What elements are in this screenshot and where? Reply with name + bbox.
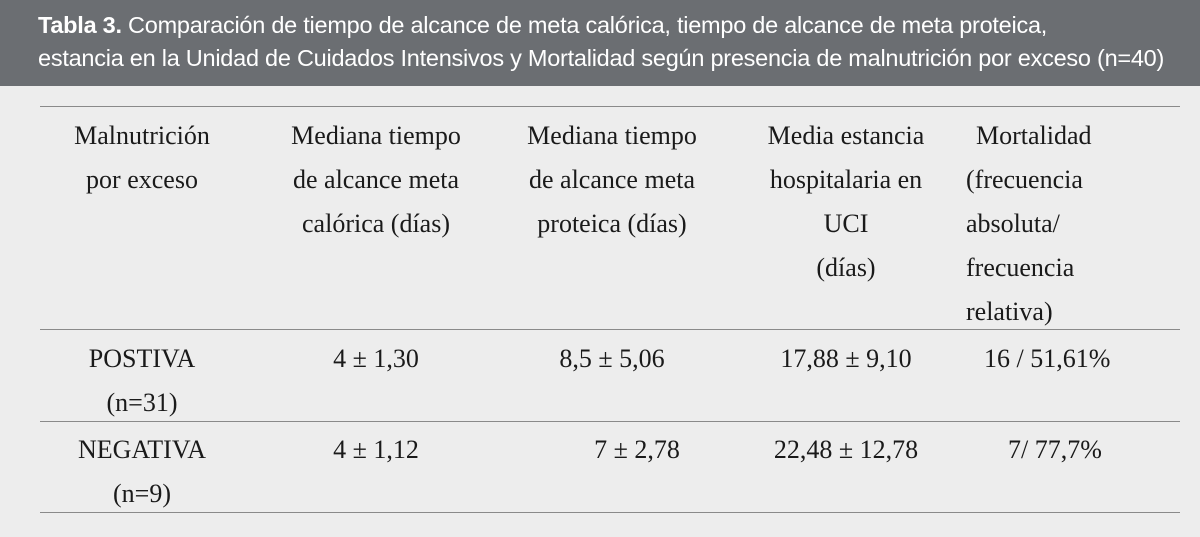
- header-icu-stay: [740, 114, 952, 290]
- header-malnutrition-line-2: por exceso: [86, 165, 198, 194]
- row-positive-protein: 8,5 ± 5,06: [559, 344, 665, 373]
- header-protein-line-1: Mediana tiempo: [527, 121, 697, 150]
- header-stay-line-2: hospitalaria en: [769, 165, 923, 194]
- header-malnutrition-line-1: Malnutrición: [74, 121, 210, 150]
- table-bottom-rule: [40, 512, 1180, 513]
- header-protein-line-2: de alcance meta: [529, 165, 695, 194]
- caption-text-1: Comparación de tiempo de alcance de meta calórica, tiempo de alcance de meta proteica,: [121, 12, 1048, 38]
- header-mortality-line-3: absoluta/: [966, 209, 1060, 238]
- row-positive-caloric: 4 ± 1,30: [333, 344, 419, 373]
- table-top-rule: [40, 106, 1180, 107]
- header-stay-line-4: (días): [816, 253, 876, 282]
- row-positive-n: (n=31): [106, 388, 178, 417]
- header-caloric-line-1: Mediana tiempo: [291, 121, 461, 150]
- caption-label: Tabla 3.: [38, 12, 122, 38]
- header-stay-line-3: UCI: [823, 209, 869, 238]
- row-negative-caloric: 4 ± 1,12: [333, 435, 419, 464]
- header-caloric-line-3: calórica (días): [302, 209, 450, 238]
- row-negative-protein: 7 ± 2,78: [594, 435, 680, 464]
- row-divider: [40, 421, 1180, 422]
- row-positive-label: POSTIVA: [88, 344, 196, 373]
- row-negative-label: NEGATIVA: [77, 435, 207, 464]
- row-positive-group: [44, 337, 240, 425]
- caption-line-1: [38, 9, 1200, 42]
- header-mortality-line-4: frecuencia: [966, 253, 1075, 282]
- header-caloric-time: [262, 114, 490, 246]
- header-malnutrition: [44, 114, 240, 202]
- header-stay-line-1: Media estancia: [767, 121, 925, 150]
- row-negative-stay: 22,48 ± 12,78: [773, 435, 919, 464]
- header-protein-time: [500, 114, 724, 246]
- header-mortality-line-1: Mortalidad: [976, 121, 1092, 150]
- header-mortality: [966, 114, 1166, 334]
- row-positive-stay: 17,88 ± 9,10: [780, 344, 912, 373]
- header-protein-line-3: proteica (días): [537, 209, 687, 238]
- caption-text-2: estancia en la Unidad de Cuidados Intensivos y Mortalidad según presencia de malnutrición por exceso (n=40): [38, 45, 1165, 71]
- header-mortality-line-2: (frecuencia: [966, 165, 1083, 194]
- row-negative-group: [44, 428, 240, 516]
- header-caloric-line-2: de alcance meta: [293, 165, 459, 194]
- row-positive-mortality: 16 / 51,61%: [984, 344, 1111, 373]
- header-divider: [40, 329, 1180, 330]
- row-negative-n: (n=9): [113, 479, 171, 508]
- row-negative-mortality: 7/ 77,7%: [1008, 435, 1102, 464]
- table-caption: [0, 0, 1200, 86]
- header-mortality-line-5: relativa): [966, 297, 1053, 326]
